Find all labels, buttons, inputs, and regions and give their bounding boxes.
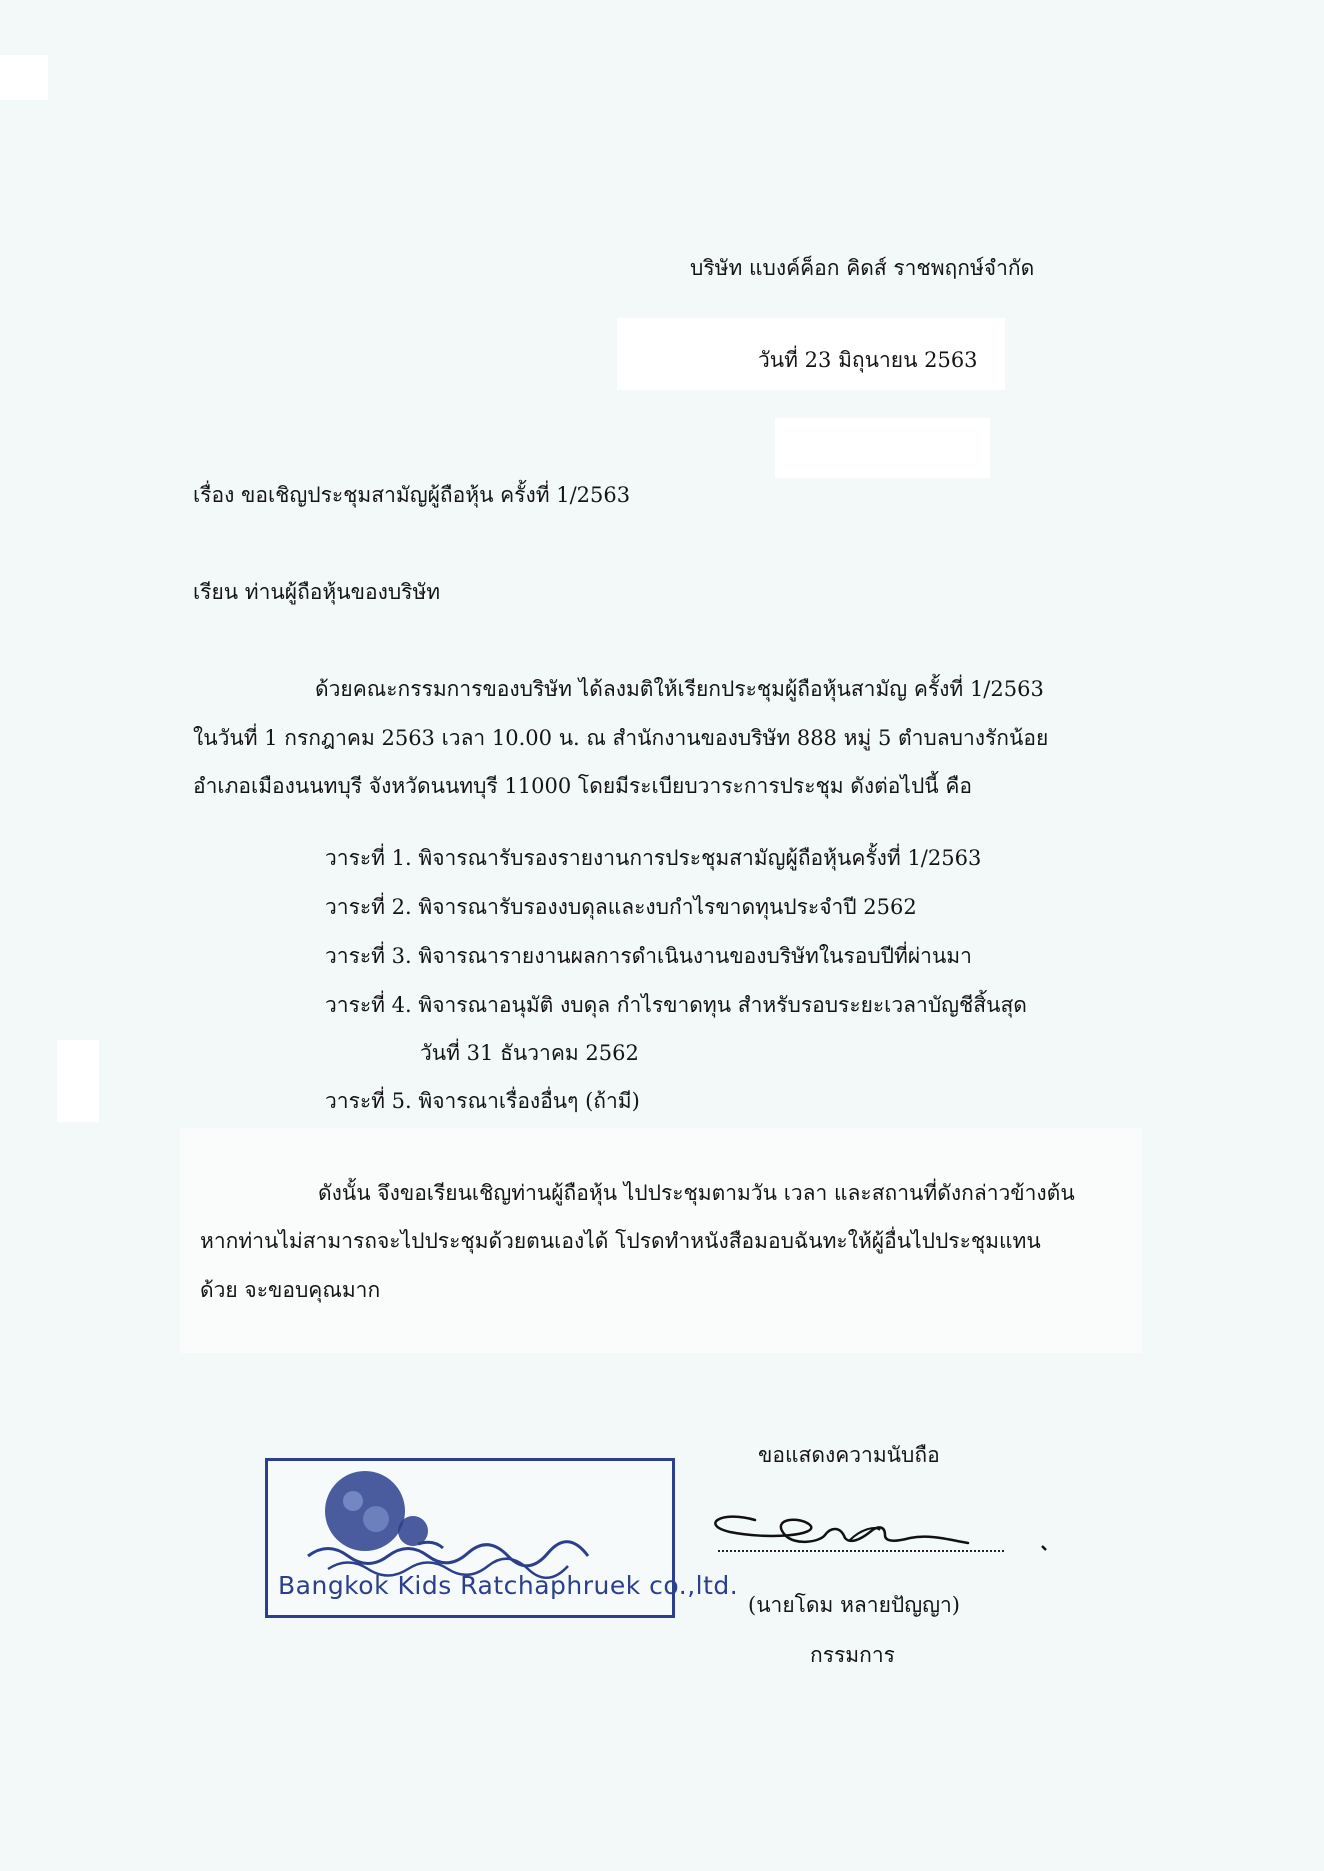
blank-patch (0, 55, 48, 100)
intro-line: ในวันที่ 1 กรกฎาคม 2563 เวลา 10.00 น. ณ สำนักงานของบริษัท 888 หมู่ 5 ตำบลบางรักน้อย (193, 726, 1049, 750)
agenda-item-continuation: วันที่ 31 ธันวาคม 2562 (420, 1041, 639, 1065)
signer-title: กรรมการ (810, 1643, 895, 1667)
salutation: เรียน ท่านผู้ถือหุ้นของบริษัท (193, 580, 441, 604)
agenda-item: วาระที่ 1. พิจารณารับรองรายงานการประชุมสามัญผู้ถือหุ้นครั้งที่ 1/2563 (325, 846, 982, 870)
intro-line: ด้วยคณะกรรมการของบริษัท ได้ลงมติให้เรียกประชุมผู้ถือหุ้นสามัญ ครั้งที่ 1/2563 (315, 677, 1044, 701)
company-stamp (265, 1458, 739, 1618)
stamp-company-text: Bangkok Kids Ratchaphruek co.,ltd. (278, 1571, 739, 1600)
closing-line: ดังนั้น จึงขอเรียนเชิญท่านผู้ถือหุ้น ไปประชุมตามวัน เวลา และสถานที่ดังกล่าวข้างต้น (318, 1181, 1075, 1205)
agenda-item: วาระที่ 3. พิจารณารายงานผลการดำเนินงานของบริษัทในรอบปีที่ผ่านมา (325, 944, 972, 968)
blank-patch (57, 1040, 99, 1122)
letter-date: วันที่ 23 มิถุนายน 2563 (758, 348, 978, 372)
agenda-item: วาระที่ 5. พิจารณาเรื่องอื่นๆ (ถ้ามี) (325, 1089, 640, 1113)
signature-line (718, 1550, 1004, 1552)
handwritten-signature (700, 1480, 1060, 1560)
subject-line: เรื่อง ขอเชิญประชุมสามัญผู้ถือหุ้น ครั้งที่ 1/2563 (193, 483, 631, 507)
signer-name: (นายโดม หลายปัญญา) (748, 1593, 960, 1617)
intro-line: อำเภอเมืองนนทบุรี จังหวัดนนทบุรี 11000 โดยมีระเบียบวาระการประชุม ดังต่อไปนี้ คือ (193, 774, 972, 798)
closing-line: หากท่านไม่สามารถจะไปประชุมด้วยตนเองได้ โปรดทำหนังสือมอบฉันทะให้ผู้อื่นไปประชุมแทน (200, 1229, 1041, 1253)
agenda-item: วาระที่ 2. พิจารณารับรองงบดุลและงบกำไรขาดทุนประจำปี 2562 (325, 895, 917, 919)
closing-line: ด้วย จะขอบคุณมาก (200, 1278, 381, 1302)
company-name: บริษัท แบงค์ค็อก คิดส์ ราชพฤกษ์จำกัด (690, 256, 1035, 280)
agenda-item: วาระที่ 4. พิจารณาอนุมัติ งบดุล กำไรขาดทุน สำหรับรอบระยะเวลาบัญชีสิ้นสุด (325, 993, 1027, 1017)
regards-text: ขอแสดงความนับถือ (758, 1443, 940, 1467)
blank-patch (775, 418, 990, 478)
